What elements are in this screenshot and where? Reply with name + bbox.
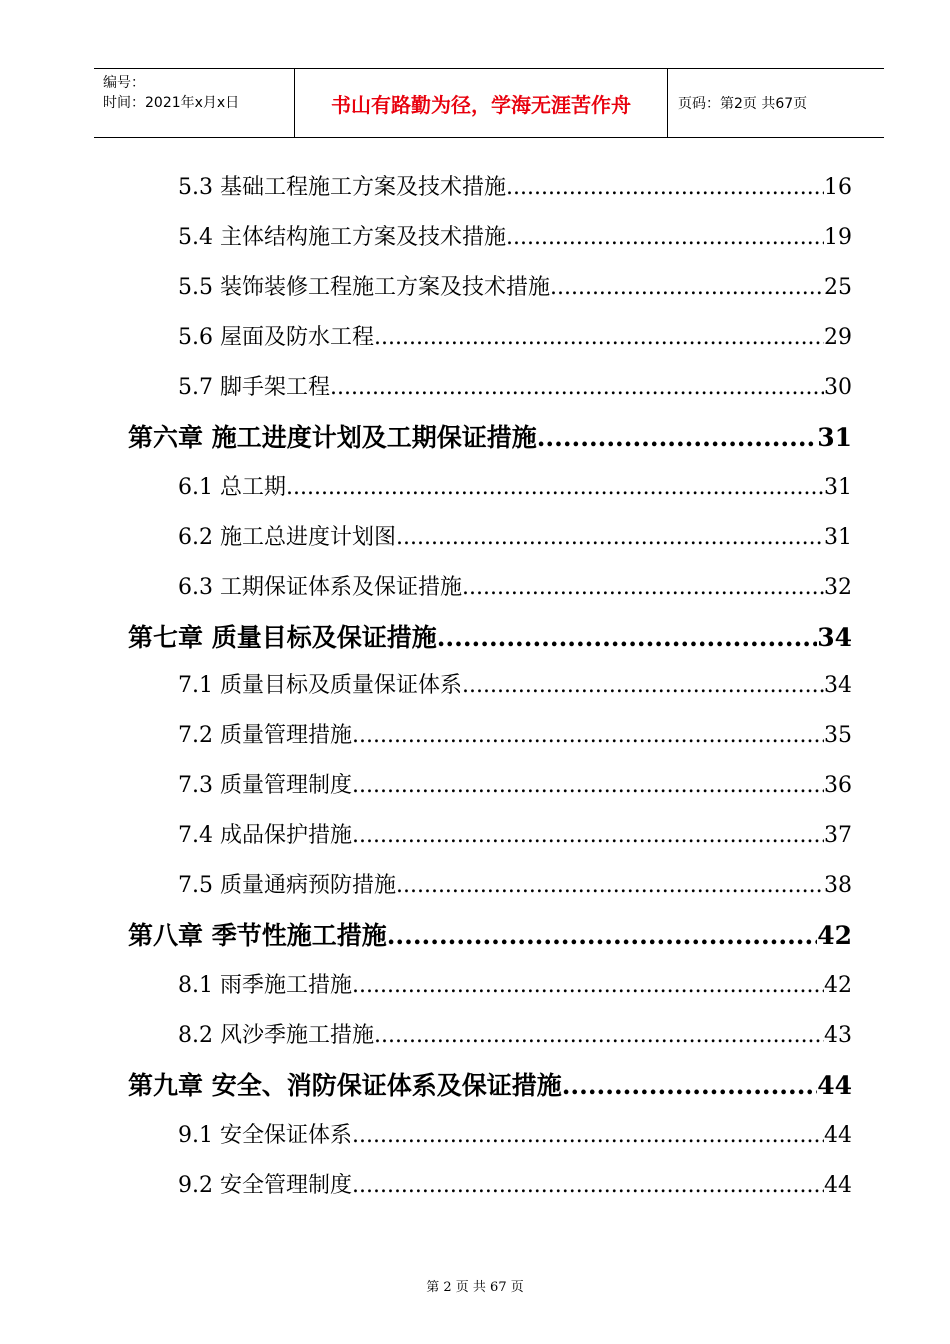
page-header xyxy=(94,68,884,138)
toc-leader-dots xyxy=(286,475,824,500)
toc-entry-title: 7.4 成品保护措施 xyxy=(178,823,352,848)
toc-entry-title: 6.3 工期保证体系及保证措施 xyxy=(178,575,462,600)
toc-entry-page: 31 xyxy=(824,475,852,500)
toc-entry-title: 9.1 安全保证体系 xyxy=(178,1123,352,1148)
toc-entry-title: 7.5 质量通病预防措施 xyxy=(178,873,396,898)
header-meta xyxy=(94,69,295,137)
toc-leader-dots xyxy=(374,1023,824,1048)
toc-leader-dots xyxy=(506,225,824,250)
toc-section-entry[interactable] xyxy=(178,270,852,301)
document-time-label: 时间：2021年x月x日 xyxy=(103,95,240,111)
toc-section-entry[interactable] xyxy=(178,170,852,201)
toc-entry-page: 38 xyxy=(824,873,852,898)
toc-entry-page: 44 xyxy=(817,1071,852,1100)
toc-section-entry[interactable] xyxy=(178,320,852,351)
toc-entry-page: 42 xyxy=(824,973,852,998)
toc-entry-page: 32 xyxy=(824,575,852,600)
toc-section-entry[interactable] xyxy=(178,718,852,749)
toc-leader-dots xyxy=(352,723,824,748)
toc-leader-dots xyxy=(396,873,824,898)
toc-entry-page: 34 xyxy=(824,673,852,698)
toc-entry-page: 34 xyxy=(817,623,852,652)
toc-entry-page: 35 xyxy=(824,723,852,748)
toc-leader-dots xyxy=(352,823,824,848)
toc-entry-title: 9.2 安全管理制度 xyxy=(178,1173,352,1198)
toc-entry-title: 8.2 风沙季施工措施 xyxy=(178,1023,374,1048)
toc-chapter-entry[interactable] xyxy=(128,916,852,952)
toc-leader-dots xyxy=(352,773,824,798)
toc-entry-title: 第九章 安全、消防保证体系及保证措施 xyxy=(128,1071,562,1100)
toc-entry-title: 6.1 总工期 xyxy=(178,475,286,500)
toc-entry-page: 31 xyxy=(824,525,852,550)
toc-entry-page: 43 xyxy=(824,1023,852,1048)
toc-section-entry[interactable] xyxy=(178,220,852,251)
toc-leader-dots xyxy=(330,375,824,400)
toc-section-entry[interactable] xyxy=(178,868,852,899)
toc-leader-dots xyxy=(506,175,824,200)
toc-leader-dots xyxy=(396,525,824,550)
toc-chapter-entry[interactable] xyxy=(128,418,852,454)
toc-entry-title: 7.2 质量管理措施 xyxy=(178,723,352,748)
toc-entry-title: 7.3 质量管理制度 xyxy=(178,773,352,798)
toc-leader-dots xyxy=(462,673,824,698)
toc-entry-title: 5.4 主体结构施工方案及技术措施 xyxy=(178,225,506,250)
toc-chapter-entry[interactable] xyxy=(128,1066,852,1102)
toc-entry-page: 16 xyxy=(824,175,852,200)
toc-section-entry[interactable] xyxy=(178,818,852,849)
header-motto: 书山有路勤为径，学海无涯苦作舟 xyxy=(295,69,668,137)
toc-entry-page: 31 xyxy=(817,423,852,452)
page-footer: 第 2 页 共 67 页 xyxy=(426,1280,524,1295)
toc-entry-title: 8.1 雨季施工措施 xyxy=(178,973,352,998)
toc-section-entry[interactable] xyxy=(178,668,852,699)
header-page-info: 页码：第2页 共67页 xyxy=(678,96,808,112)
toc-entry-page: 36 xyxy=(824,773,852,798)
toc-leader-dots xyxy=(387,921,817,950)
toc-chapter-entry[interactable] xyxy=(128,618,852,654)
toc-section-entry[interactable] xyxy=(178,570,852,601)
toc-entry-title: 5.5 装饰装修工程施工方案及技术措施 xyxy=(178,275,550,300)
toc-entry-title: 第六章 施工进度计划及工期保证措施 xyxy=(128,423,537,452)
toc-section-entry[interactable] xyxy=(178,768,852,799)
toc-leader-dots xyxy=(550,275,824,300)
toc-leader-dots xyxy=(352,1173,824,1198)
toc-leader-dots xyxy=(352,1123,824,1148)
toc-entry-page: 29 xyxy=(824,325,852,350)
toc-section-entry[interactable] xyxy=(178,968,852,999)
toc-section-entry[interactable] xyxy=(178,1018,852,1049)
toc-entry-title: 5.3 基础工程施工方案及技术措施 xyxy=(178,175,506,200)
toc-leader-dots xyxy=(352,973,824,998)
toc-leader-dots xyxy=(537,423,817,452)
toc-entry-page: 44 xyxy=(824,1173,852,1198)
toc-leader-dots xyxy=(437,623,817,652)
toc-section-entry[interactable] xyxy=(178,370,852,401)
toc-entry-title: 7.1 质量目标及质量保证体系 xyxy=(178,673,462,698)
toc-section-entry[interactable] xyxy=(178,1168,852,1199)
toc-entry-title: 5.7 脚手架工程 xyxy=(178,375,330,400)
toc-entry-page: 44 xyxy=(824,1123,852,1148)
toc-section-entry[interactable] xyxy=(178,470,852,501)
toc-section-entry[interactable] xyxy=(178,520,852,551)
toc-entry-page: 42 xyxy=(817,921,852,950)
toc-entry-page: 37 xyxy=(824,823,852,848)
toc-entry-page: 19 xyxy=(824,225,852,250)
toc-entry-title: 6.2 施工总进度计划图 xyxy=(178,525,396,550)
toc-leader-dots xyxy=(562,1071,817,1100)
toc-entry-title: 第七章 质量目标及保证措施 xyxy=(128,623,437,652)
toc-section-entry[interactable] xyxy=(178,1118,852,1149)
toc-leader-dots xyxy=(462,575,824,600)
toc-entry-page: 30 xyxy=(824,375,852,400)
document-number-label: 编号： xyxy=(103,75,145,91)
toc-leader-dots xyxy=(374,325,824,350)
toc-entry-title: 5.6 屋面及防水工程 xyxy=(178,325,374,350)
toc-entry-title: 第八章 季节性施工措施 xyxy=(128,921,387,950)
toc-entry-page: 25 xyxy=(824,275,852,300)
